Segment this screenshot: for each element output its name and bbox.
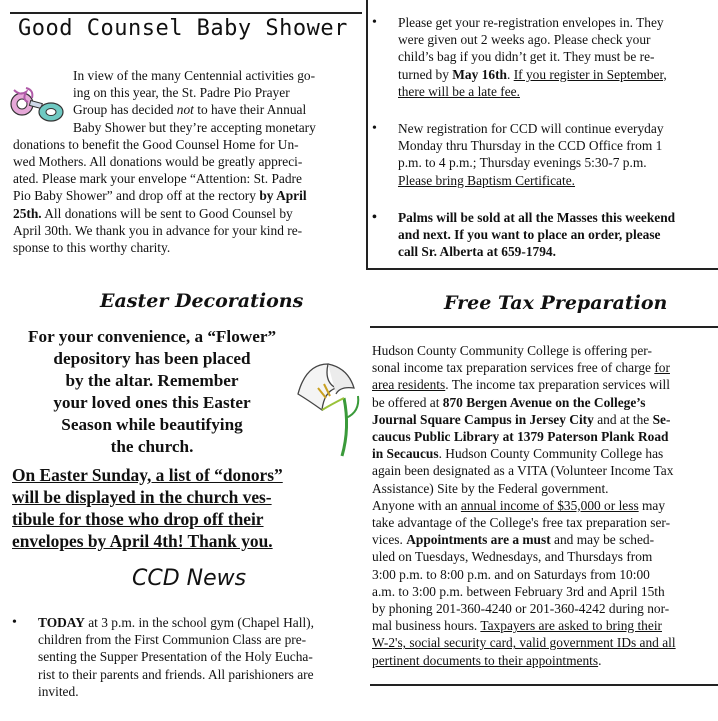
- tax-box-top-rule: [370, 326, 718, 328]
- baby-shower-body: [13, 67, 363, 256]
- easter-title: Easter Decorations: [100, 290, 304, 312]
- easter-notice-line: will be displayed in the church ves-: [12, 487, 272, 507]
- baby-line: 25th. All donations will be sent to Good Counsel by: [13, 205, 293, 221]
- baby-line: Pio Baby Shower” and drop off at the rectory by April: [13, 188, 307, 204]
- baby-line: ated. Please mark your envelope “Attention: St. Padre: [13, 171, 302, 187]
- tax-line: Assistance) Site by the Federal government.: [372, 480, 609, 496]
- easter-notice-line: envelopes by April 4th! Thank you.: [12, 531, 273, 551]
- easter-notice-line: On Easter Sunday, a list of “donors”: [12, 465, 283, 485]
- easter-lily-icon: [288, 358, 364, 458]
- tax-line: be offered at 870 Bergen Avenue on the College’s: [372, 394, 646, 410]
- tax-line: again been designated as a VITA (Volunteer Income Tax: [372, 463, 674, 479]
- tax-body: [372, 342, 718, 669]
- easter-line: depository has been placed: [53, 349, 251, 368]
- easter-line: your loved ones this Easter: [53, 393, 251, 412]
- tax-line: take advantage of the College's free tax preparation ser-: [372, 515, 671, 531]
- tax-box-bottom-rule: [370, 684, 718, 686]
- tax-line: sonal income tax preparation services free of charge for: [372, 360, 670, 376]
- easter-line: For your convenience, a “Flower”: [28, 327, 277, 346]
- tax-line: by phoning 201-360-4240 or 201-360-4242 during nor-: [372, 601, 670, 617]
- baby-line: ing on this year, the St. Padre Pio Prayer: [73, 85, 290, 101]
- baby-shower-top-rule: [10, 12, 362, 14]
- tax-line: a.m. to 3:00 p.m. between February 3rd and April 15th: [372, 583, 665, 599]
- tax-title: Free Tax Preparation: [444, 292, 668, 314]
- easter-notice-line: tibule for those who drop off their: [12, 509, 264, 529]
- baby-line: In view of the many Centennial activities go-: [73, 68, 316, 83]
- tax-line: in Secaucus. Hudson County Community College has: [372, 446, 664, 462]
- ccd-box-bottom-border: [366, 268, 718, 270]
- ccd-item-reregistration: • Please get your re-registration envelopes in. They were given out 2 weeks ago. Please check your child’s bag if you didn’t get it. They must be re- turned by May 16th. If you register in September, there will be a late fee.: [370, 14, 718, 100]
- tax-line: Anyone with an annual income of $35,000 or less may: [372, 497, 666, 513]
- ccd-item-today: • TODAY at 3 p.m. in the school gym (Chapel Hall), children from the First Communion Class are pre- senting the Supper Presentation of the Holy Eucha- rist to their parents and friends. All parishioners are invited.: [10, 614, 360, 700]
- baby-shower-title: Good Counsel Baby Shower: [18, 16, 348, 41]
- tax-line: Hudson County Community College is offering per-: [372, 343, 652, 358]
- easter-line: Season while beautifying: [61, 415, 243, 434]
- ccd-item-palms: • Palms will be sold at all the Masses this weekend and next. If you want to place an order, please call Sr. Alberta at 659-1794.: [370, 209, 718, 261]
- baby-line: wed Mothers. All donations would be greatly appreci-: [13, 154, 303, 170]
- ccd-item-new-registration: • New registration for CCD will continue everyday Monday thru Thursday in the CCD Office from 1 p.m. to 4 p.m.; Thursday evenings 5:30-7 p.m. Please bring Baptism Certificate.: [370, 120, 718, 189]
- easter-line: by the altar. Remember: [65, 371, 239, 390]
- easter-notice: [12, 464, 364, 552]
- baby-line: April 30th. We thank you in advance for your kind re-: [13, 222, 303, 238]
- baby-line: sponse to this worthy charity.: [13, 240, 171, 256]
- ccd-box-left-border: [366, 0, 368, 268]
- baby-line: Group has decided not to have their Annual: [73, 102, 307, 118]
- tax-line: 3:00 p.m. to 8:00 p.m. and on Saturdays from 10:00: [372, 566, 650, 582]
- tax-line: Journal Square Campus in Jersey City and at the Se-: [372, 411, 671, 427]
- easter-body: [12, 326, 312, 458]
- tax-line: vices. Appointments are a must and may be sched-: [372, 532, 655, 548]
- tax-line: caucus Public Library at 1379 Paterson Plank Road: [372, 429, 669, 445]
- baby-line: Baby Shower but they’re accepting monetary: [73, 119, 316, 135]
- ccd-title: CCD News: [132, 566, 247, 591]
- baby-line: donations to benefit the Good Counsel Home for Un-: [13, 136, 299, 152]
- easter-line: the church.: [110, 437, 194, 456]
- tax-line: area residents. The income tax preparation services will: [372, 377, 670, 393]
- ccd-left-list: [10, 614, 360, 700]
- ccd-right-list: [370, 14, 718, 260]
- tax-line: pertinent documents to their appointments.: [372, 652, 602, 668]
- tax-line: mal business hours. Taxpayers are asked to bring their: [372, 618, 662, 634]
- tax-line: W-2's, social security card, valid government IDs and all: [372, 635, 676, 651]
- tax-line: uled on Tuesdays, Wednesdays, and Thursdays from: [372, 549, 653, 565]
